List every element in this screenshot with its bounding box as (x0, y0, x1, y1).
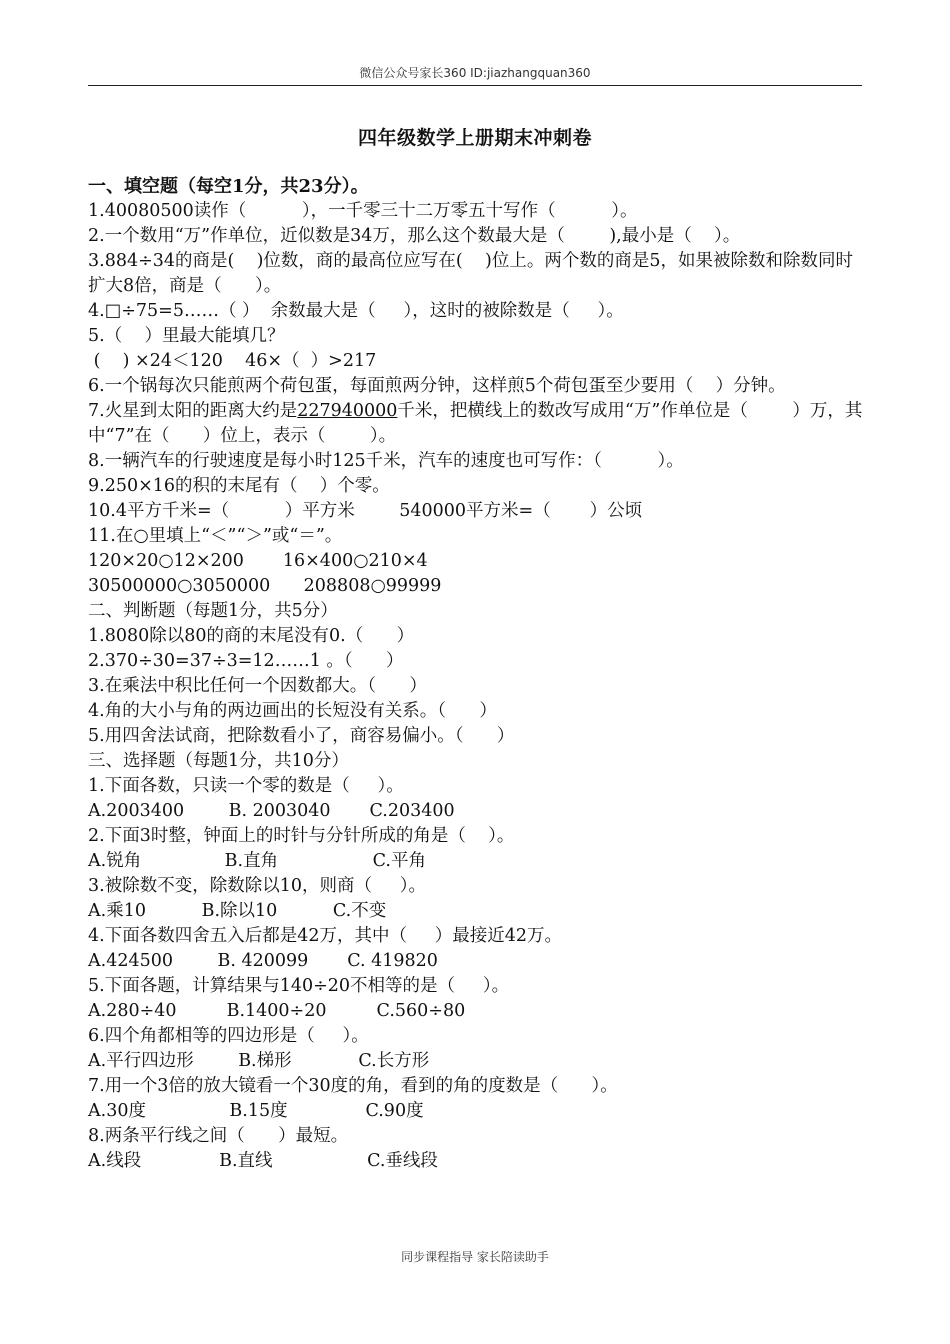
exam-body (88, 174, 864, 1174)
fill-q7-suffix: 千米，把横线上的数改写成用“万”作单位是（ ）万，其中“7”在（ ）位上，表示（ ）。 (88, 401, 863, 446)
fill-q1: 1.40080500读作（ ），一千零三十二万零五十写作（ ）。 (88, 201, 638, 221)
choice-q7-options: A.30度 B.15度 C.90度 (88, 1101, 424, 1121)
section-choice-heading: 三、选择题（每题1分，共10分） (88, 751, 349, 771)
fill-q10: 10.4平方千米=（ ）平方米 540000平方米=（ ）公顷 (88, 501, 643, 521)
choice-q3-options: A.乘10 B.除以10 C.不变 (88, 901, 387, 921)
fill-q5: 5.（ ）里最大能填几？ (88, 326, 285, 346)
fill-q7-prefix: 7.火星到太阳的距离大约是 (88, 401, 298, 421)
page-footer: 同步课程指导 家长陪读助手 (401, 1250, 549, 1264)
fill-q7-underlined-number: 227940000 (297, 401, 398, 421)
section-fill-heading: 一、填空题（每空1分，共23分）。 (88, 176, 369, 197)
fill-q6: 6.一个锅每次只能煎两个荷包蛋，每面煎两分钟，这样煎5个荷包蛋至少要用（ ）分钟。 (88, 376, 786, 396)
fill-q11: 11.在○里填上“＜”“＞”或“＝”。 (88, 526, 343, 546)
choice-q3: 3.被除数不变，除数除以10，则商（ ）。 (88, 876, 427, 896)
fill-q8: 8.一辆汽车的行驶速度是每小时125千米，汽车的速度也可写作：（ ）。 (88, 451, 684, 471)
choice-q4-options: A.424500 B. 420099 C. 419820 (88, 951, 438, 971)
choice-q8-options: A.线段 B.直线 C.垂线段 (88, 1151, 438, 1171)
page-header: 微信公众号家长360 ID:jiazhangquan360 (359, 66, 591, 80)
fill-q11-row1: 120×20○12×200 16×400○210×4 (88, 551, 428, 571)
page-title: 四年级数学上册期末冲刺卷 (357, 127, 592, 149)
judge-q2: 2.370÷30=37÷3=12……1 。（ ） (88, 651, 404, 671)
choice-q1-options: A.2003400 B. 2003040 C.203400 (88, 801, 455, 821)
judge-q3: 3.在乘法中积比任何一个因数都大。（ ） (88, 676, 427, 696)
judge-q5: 5.用四舍法试商，把除数看小了，商容易偏小。（ ） (88, 726, 515, 746)
choice-q7: 7.用一个3倍的放大镜看一个30度的角，看到的角的度数是（ ）。 (88, 1076, 618, 1096)
judge-q4: 4.角的大小与角的两边画出的长短没有关系。（ ） (88, 701, 497, 721)
choice-q2: 2.下面3时整，钟面上的时针与分针所成的角是（ ）。 (88, 826, 515, 846)
fill-q4: 4.□÷75=5……（ ） 余数最大是（ ），这时的被除数是（ ）。 (88, 301, 624, 321)
choice-q1: 1.下面各数，只读一个零的数是（ ）。 (88, 776, 404, 796)
section-judge-heading: 二、判断题（每题1分，共5分） (88, 601, 338, 621)
choice-q5-options: A.280÷40 B.1400÷20 C.560÷80 (88, 1001, 466, 1021)
choice-q6-options: A.平行四边形 B.梯形 C.长方形 (88, 1051, 430, 1071)
fill-q3: 3.884÷34的商是( )位数，商的最高位应写在( )位上。两个数的商是5，如果被除数和除数同时扩大8倍，商是（ ）。 (88, 251, 853, 296)
choice-q5: 5.下面各题，计算结果与140÷20不相等的是（ ）。 (88, 976, 510, 996)
choice-q6: 6.四个角都相等的四边形是（ ）。 (88, 1026, 369, 1046)
choice-q8: 8.两条平行线之间（ ）最短。 (88, 1126, 349, 1146)
header-rule (88, 85, 862, 86)
fill-q11-row2: 30500000○3050000 208808○99999 (88, 576, 442, 596)
fill-q2: 2.一个数用“万”作单位，近似数是34万，那么这个数最大是（ ),最小是（ ）。 (88, 226, 741, 246)
choice-q4: 4.下面各数四舍五入后都是42万，其中（ ）最接近42万。 (88, 926, 563, 946)
judge-q1: 1.8080除以80的商的末尾没有0.（ ） (88, 626, 415, 646)
fill-q7 (88, 399, 864, 449)
choice-q2-options: A.锐角 B.直角 C.平角 (88, 851, 426, 871)
fill-q5-items: ( ) ×24＜120 46×（ ）>217 (88, 351, 377, 371)
fill-q9: 9.250×16的积的末尾有（ ）个零。 (88, 476, 390, 496)
